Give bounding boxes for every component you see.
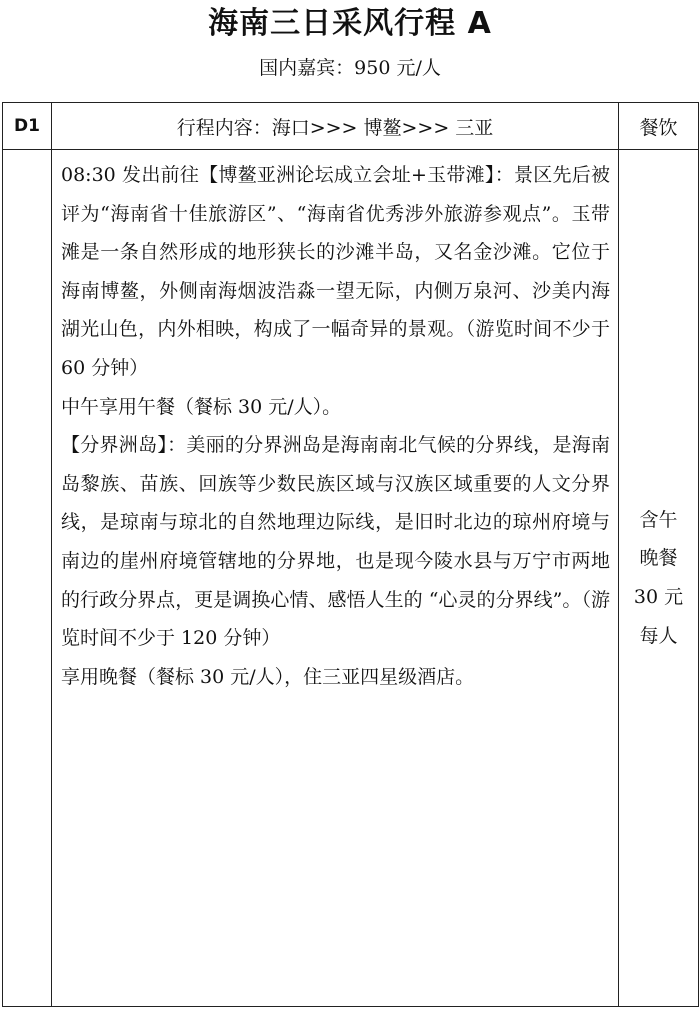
paragraph-dinner-hotel: 享用晚餐（餐标 30 元/人），住三亚四星级酒店。 <box>61 665 475 688</box>
itinerary-table <box>2 102 699 1007</box>
day-cell <box>3 150 52 1007</box>
paragraph-lunch: 中午享用午餐（餐标 30 元/人）。 <box>61 395 342 418</box>
meal-line: 晚餐 <box>639 547 678 570</box>
meal-cell <box>619 150 699 1007</box>
paragraph-boao: 08:30 发出前往【博鳌亚洲论坛成立会址+玉带滩】：景区先后被评为“海南省十佳旅游区”、“海南省优秀涉外旅游参观点”。玉带滩是一条自然形成的地形狭长的沙滩半岛，又名金沙滩。它位于海南博鳌，外侧南海烟波浩淼一望无际，内侧万泉河、沙美内海湖光山色，内外相映，构成了一幅奇异的景观。（游览时间不少于 60 分钟） <box>61 164 610 379</box>
route-header: 行程内容：海口>>> 博鳌>>> 三亚 <box>52 103 619 150</box>
meal-line: 30 元 <box>633 586 684 608</box>
day-label: D1 <box>3 103 52 150</box>
meal-line: 含午 <box>639 508 678 531</box>
itinerary-title: 海南三日采风行程 A <box>208 6 492 41</box>
meal-header: 餐饮 <box>619 103 699 150</box>
price-subtitle: 国内嘉宾：950 元/人 <box>259 57 441 79</box>
itinerary-content-cell <box>52 150 619 1007</box>
table-header-row <box>3 103 699 150</box>
table-row <box>3 150 699 1007</box>
meal-info <box>619 501 698 655</box>
paragraph-fenjiezhou: 【分界洲岛】：美丽的分界洲岛是海南南北气候的分界线，是海南岛黎族、苗族、回族等少数民族区域与汉族区域重要的人文分界线，是琼南与琼北的自然地理边际线，是旧时北边的琼州府境与南边的崖州府境管辖地的分界地，也是现今陵水县与万宁市两地的行政分界点，更是调换心情、感悟人生的 “心灵的分界线”。（游览时间不少于 120 分钟） <box>61 434 610 650</box>
meal-line: 每人 <box>639 624 678 647</box>
